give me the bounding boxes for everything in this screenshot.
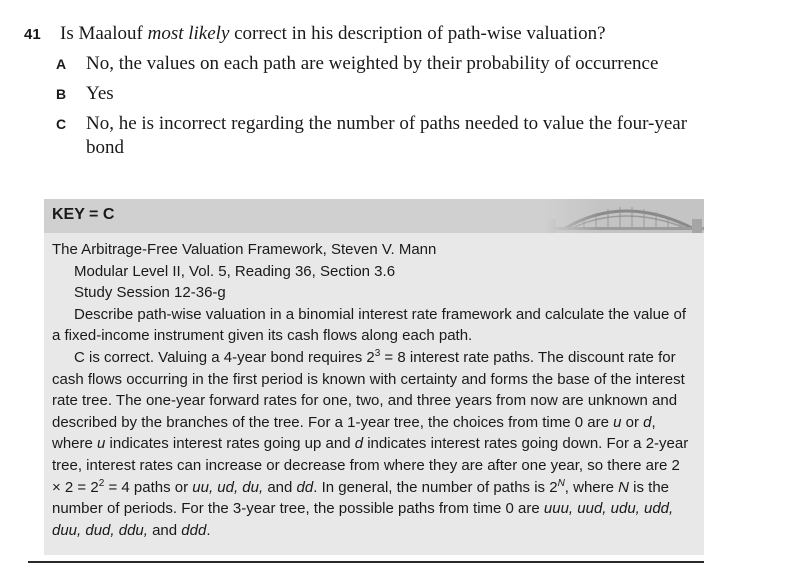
answer-key-body: [52, 239, 692, 541]
question-number: 41: [24, 26, 41, 43]
bridge-illustration: [544, 199, 704, 233]
option-c[interactable]: [56, 112, 716, 160]
answer-key-panel: [44, 199, 704, 555]
option-letter: C: [56, 116, 67, 132]
option-letter: B: [56, 86, 67, 102]
explanation: C is correct. Valuing a 4-year bond requires $2^3 = 8$ interest rate paths. The discount rate for cash flows occurring in the first period is known with certainty and forms the base of the interest rate tree. The one-year forward rates for one, two, and three years from now are unknown and described by the branches of the tree. For a 1-year tree, the choices from time 0 are u or d, where u indicates interest rates going up and d indicates interest rates going down. For a 2-year tree, interest rates can increase or decrease from where they are after one year, so there are $2 \times 2 = 2^2 = 4$ paths or uu, ud, du, and dd. In general, the number of paths is $2^N$, where N is the number of periods. For the 3-year tree, the possible paths from time 0 are uuu, uud, udu, udd, duu, dud, ddu, and ddd.: [52, 347, 689, 539]
answer-key-header: [44, 199, 704, 233]
reference-source: The Arbitrage-Free Valuation Framework, Steven V. Mann: [52, 241, 437, 258]
reference-session: Study Session 12-36-g: [74, 284, 226, 302]
option-text: No, the values on each path are weighted by their probability of occurrence: [86, 53, 659, 74]
option-a[interactable]: [56, 52, 716, 76]
option-letter: A: [56, 56, 67, 72]
question-stem: [24, 20, 724, 48]
option-b[interactable]: [56, 82, 716, 106]
answer-key-title: KEY = C: [52, 206, 115, 223]
question-text: Is Maalouf most likely correct in his description of path-wise valuation?: [60, 23, 606, 44]
bottom-divider: [28, 561, 704, 563]
reference-reading: Modular Level II, Vol. 5, Reading 36, Section 3.6: [74, 262, 396, 280]
learning-outcome: Describe path-wise valuation in a binomial interest rate framework and calculate the value of a fixed-income instrument given its cash flows along each path.: [52, 305, 686, 345]
option-text: Yes: [86, 83, 114, 104]
option-text: No, he is incorrect regarding the number of paths needed to value the four-year bond: [86, 113, 688, 158]
